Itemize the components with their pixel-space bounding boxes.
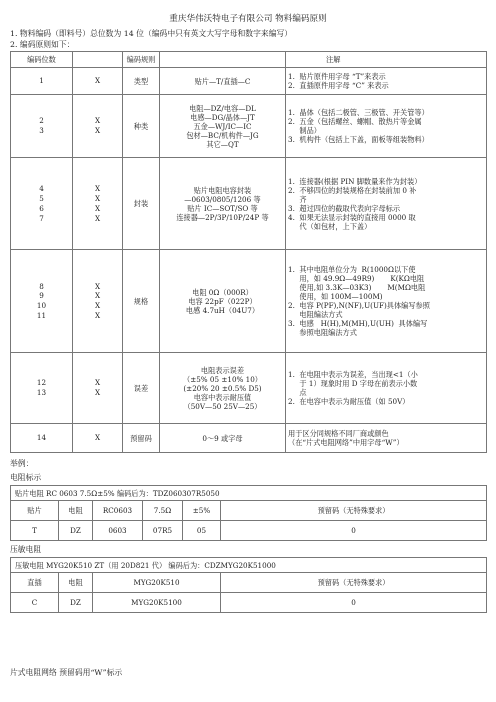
- row-digits: [11, 352, 73, 424]
- example-1-code: 0603: [93, 521, 143, 541]
- example-2-code: MYG20K5100: [93, 593, 221, 613]
- digit-position: 3: [39, 126, 44, 136]
- row-rule: [160, 424, 286, 453]
- row-x-marks: [73, 94, 123, 157]
- rule-line: 电容中表示耐压值: [193, 392, 252, 402]
- x-mark: X: [94, 203, 101, 213]
- note-line: 制品）: [288, 126, 321, 136]
- example-1-cell: ±5%: [183, 501, 221, 521]
- row-notes: [286, 424, 487, 453]
- row-x-marks: [73, 424, 123, 453]
- header-notes: 注解: [286, 52, 487, 68]
- digit-position: 11: [36, 310, 47, 320]
- note-line: 4. 如果无法显示封装的直接用 0000 取: [288, 212, 416, 222]
- rule-line: （±5% 05 ±10% 10）: [183, 374, 262, 384]
- note-line: 2. 在电容中表示为耐压值（如 50V）: [288, 397, 410, 407]
- row-rule: [160, 94, 286, 157]
- example-2-cell: 直插: [11, 573, 59, 593]
- row-rule: [160, 352, 286, 424]
- example-2-cell: 预留码（无特殊要求）: [221, 573, 487, 593]
- row-x-marks: [73, 352, 123, 424]
- row-x-marks: [73, 158, 123, 250]
- row-category: 规格: [123, 250, 160, 352]
- example-2-code: 0: [221, 593, 487, 613]
- rule-line: 五金—WJ/IC—IC: [193, 121, 252, 131]
- row-notes: [286, 94, 487, 157]
- rule-line: 其它—QT: [206, 139, 239, 149]
- digit-position: 6: [39, 203, 44, 213]
- row-notes: [286, 68, 487, 95]
- example-2-table: [10, 557, 487, 613]
- x-mark: X: [94, 301, 101, 311]
- x-mark: X: [94, 116, 101, 126]
- example-1-code: 0: [221, 521, 487, 541]
- note-line: 1. 连接器(根据 PIN 脚数量来作为封装）: [288, 176, 422, 186]
- row-x-marks: [73, 68, 123, 95]
- example-2-section: 压敏电阻: [10, 545, 42, 554]
- rules-row: [11, 94, 487, 157]
- x-mark: X: [94, 378, 101, 388]
- example-2-cell: MYG20K510: [93, 573, 221, 593]
- digit-position: 14: [36, 433, 47, 443]
- encoding-rules-table: [10, 51, 487, 453]
- digit-position: 4: [39, 184, 44, 194]
- row-notes: [286, 158, 487, 250]
- rule-line: 电阻表示误差: [200, 365, 245, 375]
- row-digits: [11, 424, 73, 453]
- header-blank: [73, 52, 123, 68]
- rule-line: （50V—50 25V—25）: [183, 401, 262, 411]
- row-notes: [286, 352, 487, 424]
- example-2-code: C: [11, 593, 59, 613]
- note-line: 参照电阻编法方式: [288, 328, 357, 338]
- header-blank: [160, 52, 286, 68]
- digit-position: 13: [36, 388, 47, 398]
- note-line: 代（如包材，上下盖）: [288, 221, 372, 231]
- row-category: 封装: [123, 158, 160, 250]
- row-category: 种类: [123, 94, 160, 157]
- header-rule: 编码规则: [123, 52, 160, 68]
- note-line: 使用，如 100M—100M): [288, 292, 383, 302]
- rule-line: 0～9 或字母: [202, 433, 243, 443]
- note-line: 电阻编法方式: [288, 310, 343, 320]
- note-line: 1. 其中电阻单位分为 R(1000Ω以下使: [288, 265, 416, 275]
- row-rule: [160, 158, 286, 250]
- example-1-table: [10, 485, 487, 541]
- x-mark: X: [94, 310, 101, 320]
- rule-line: (±20% 20 ±0.5% D5): [183, 383, 262, 393]
- rules-row: [11, 158, 487, 250]
- digit-position: 12: [36, 378, 47, 388]
- rules-row: [11, 68, 487, 95]
- note-line: 1. 贴片原件用字母 “T”来表示: [288, 72, 386, 82]
- x-mark: X: [94, 291, 101, 301]
- x-mark: X: [94, 126, 101, 136]
- x-mark: X: [94, 388, 101, 398]
- note-line: 齐: [288, 194, 307, 204]
- rule-line: —0603/0805/1206 等: [184, 194, 261, 204]
- digit-position: 7: [39, 213, 44, 223]
- note-line: 2. 不够四位的封装规格在封装前加 0 补: [288, 185, 417, 195]
- note-line: 2. 五金（包括螺丝、螺帽、散热片等金属: [288, 117, 422, 127]
- row-category: 误差: [123, 352, 160, 424]
- rule-line: 连接器—2P/3P/10P/24P 等: [176, 212, 269, 222]
- x-mark: X: [94, 76, 101, 86]
- x-mark: X: [94, 281, 101, 291]
- rule-line: 贴片电阻电容封装: [193, 185, 252, 195]
- example-1-cell: 贴片: [11, 501, 59, 521]
- note-line: 2. 电容 P(PF),N(NF),U(UF)具体编写参照: [288, 301, 430, 311]
- footer-note: 片式电阻网络 预留码用“W”标示: [10, 668, 123, 677]
- row-notes: [286, 250, 487, 352]
- rules-row: [11, 250, 487, 352]
- rule-line: 电感—DG/晶体—JT: [190, 112, 255, 122]
- example-1-cell: 预留码（无特殊要求）: [221, 501, 487, 521]
- rule-line: 电阻—DZ/电容—DL: [189, 103, 256, 113]
- row-digits: [11, 68, 73, 95]
- note-line: 3. 超过四位的截取代表向字母标示: [288, 203, 401, 213]
- row-x-marks: [73, 250, 123, 352]
- rules-row: [11, 352, 487, 424]
- note-line: （在“片式电阻网络”中用字母“W”）: [288, 438, 404, 448]
- note-line: 使用,如 3.3K—03K3) M(MΩ电阻: [288, 283, 426, 293]
- digit-position: 2: [39, 116, 44, 126]
- example-1-code: T: [11, 521, 59, 541]
- example-1-cell: 7.5Ω: [143, 501, 183, 521]
- example-1-cell: RC0603: [93, 501, 143, 521]
- examples-label: 举例：: [10, 459, 34, 468]
- note-line: 2. 直插原件用字母 “C” 来表示: [288, 81, 389, 91]
- example-2-code: DZ: [59, 593, 93, 613]
- note-line: 于 1）现象时用 D 字母在前表示小数: [288, 379, 418, 389]
- row-digits: [11, 158, 73, 250]
- note-line: 1. 在电阻中表示为误差，当出现<1（小: [288, 370, 418, 380]
- example-1-code: 05: [183, 521, 221, 541]
- rule-line: 贴片 IC—SOT/SO 等: [187, 203, 258, 213]
- example-2-header: 压敏电阻 MYG20K510 ZT（用 20D821 代） 编码后为：CDZMYG20K51000: [11, 558, 487, 573]
- intro-line-1: 1. 物料编码（即料号）总位数为 14 位（编码中只有英文大写字母和数字来编写）: [10, 29, 293, 38]
- page-title: 重庆华伟沃特电子有限公司 物料编码原则: [169, 14, 327, 24]
- note-line: 3. 电感 H(H),M(MH),U(UH) 具体编写: [288, 319, 428, 329]
- row-rule: [160, 68, 286, 95]
- rules-row: [11, 424, 487, 453]
- row-digits: [11, 250, 73, 352]
- rule-line: 包材—BC/机构件—JG: [186, 130, 259, 140]
- x-mark: X: [94, 433, 101, 443]
- row-rule: [160, 250, 286, 352]
- note-line: 3. 机构件（包括上下盖，面板等组装物料）: [288, 135, 429, 145]
- x-mark: X: [94, 213, 101, 223]
- row-category: 预留码: [123, 424, 160, 453]
- x-mark: X: [94, 184, 101, 194]
- digit-position: 10: [36, 301, 47, 311]
- x-mark: X: [94, 194, 101, 204]
- rule-line: 电阻 0Ω（000R）: [192, 287, 253, 297]
- example-1-section: 电阻标示: [10, 473, 42, 482]
- note-line: 用于区分同规格不同厂商或颜色: [288, 429, 389, 439]
- digit-position: 8: [39, 281, 44, 291]
- digit-position: 9: [39, 291, 44, 301]
- rule-line: 电感 4.7uH（04U7）: [185, 305, 260, 315]
- row-digits: [11, 94, 73, 157]
- note-line: 用，如 49.9Ω—49R9) K(KΩ电阻: [288, 274, 425, 284]
- example-1-code: 07R5: [143, 521, 183, 541]
- rule-line: 电容 22pF（022P）: [188, 296, 257, 306]
- example-2-cell: 电阻: [59, 573, 93, 593]
- note-line: 点: [288, 388, 307, 398]
- row-category: 类型: [123, 68, 160, 95]
- example-1-code: DZ: [59, 521, 93, 541]
- digit-position: 1: [39, 76, 44, 86]
- example-1-header: 贴片电阻 RC 0603 7.5Ω±5% 编码后为：TDZ060307R5050: [11, 486, 487, 501]
- header-digits: 编码位数: [11, 52, 73, 68]
- rule-line: 贴片—T/直插—C: [194, 76, 251, 86]
- note-line: 1. 晶体（包括二极管、三极管、开关管等）: [288, 108, 429, 118]
- intro-line-2: 2. 编码原则如下：: [10, 40, 75, 49]
- digit-position: 5: [39, 194, 44, 204]
- example-1-cell: 电阻: [59, 501, 93, 521]
